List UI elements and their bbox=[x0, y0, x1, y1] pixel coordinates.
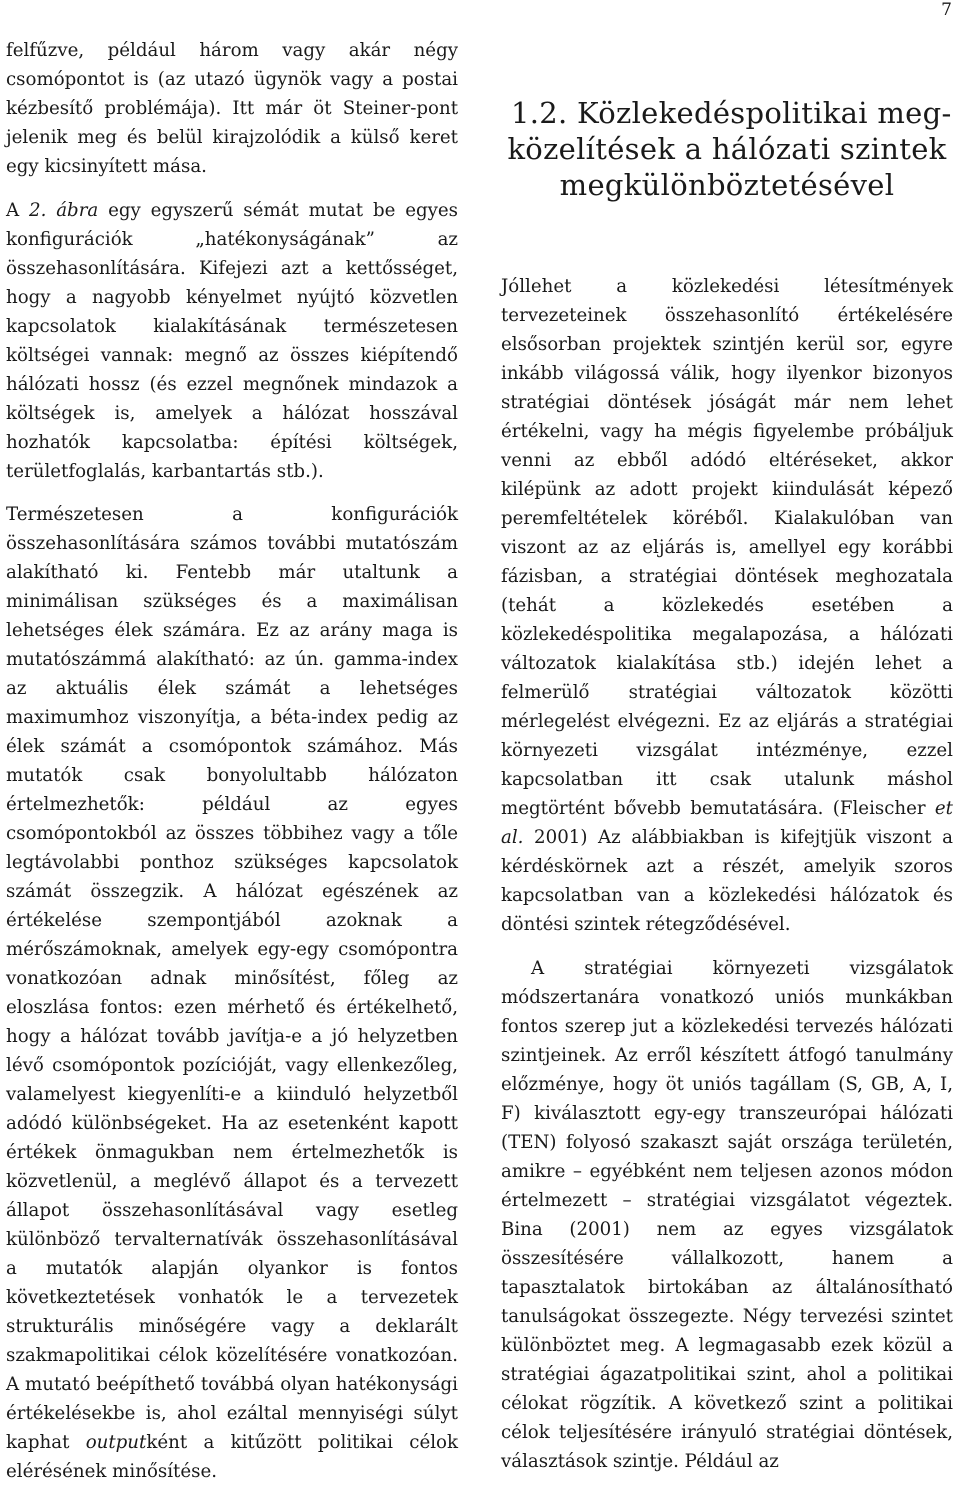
paragraph: A stratégiai környezeti vizsgálatok módszertanára vonatkozó uniós munkákban fontos szerep jut a közlekedési tervezés hálózati szintjeinek. Az erről készített átfogó tanulmány előzménye, hogy öt uniós tagállam (S, GB, A, I, F) kiválasztott egy-egy transzeurópai hálózati (TEN) folyosó szakaszt saját országa területén, amikre – egyébként nem teljesen azonos módon értelmezett – stratégiai vizsgálatot végeztek. Bina (2001) nem az egyes vizsgálatok összesítésére vállalkozott, hanem a tapasztalatok birtokában az általánosítható tanulságokat összegezte. Négy tervezési szintet különböztet meg. A legmagasabb ezek közül a stratégiai ágazatpolitikai szint, ahol a politikai célokat rögzítik. A következő szint a politikai célok teljesítésére irányuló stratégiai döntések, választások szintje. Például az bbox=[501, 958, 953, 1472]
heading-line: megkülönböztetésével bbox=[559, 168, 895, 202]
right-column bbox=[501, 272, 953, 1476]
paragraph bbox=[501, 272, 953, 939]
heading-line: 1.2. Közlekedéspolitikai meg- bbox=[511, 96, 952, 130]
paragraph bbox=[6, 500, 458, 1486]
text-run: egy egyszerű sémát mutat be egyes konfigurációk „hatékonyságának” az összehasonlítására. Kifejezi azt a kettősséget, hogy a nagyobb kényelmet nyújtó közvetlen kapcsolatok kialakításának természetesen költségei vannak: megnő az összes kiépítendő hálózati hossz (és ezzel megnőnek mindazok a költségek is, amelyek a hálózat hosszával hozhatók kapcsolatba: építési költségek, területfoglalás, karbantartás stb.). bbox=[6, 200, 458, 482]
paragraph bbox=[6, 196, 458, 486]
text-run: Jóllehet a közlekedési létesítmények tervezeteinek összehasonlító értékelésére elsősorban projektek szintjén kerül sor, egyre inkább világossá válik, hogy ilyenkor bizonyos stratégiai döntések jóságát már nem lehet értékelni, vagy ha mégis figyelembe próbáljuk venni az ebből adódó eltéréseket, akkor kilépünk az adott projekt kiindulását képező peremfeltételek köréből. Kialakulóban van viszont az az eljárás is, amellyel egy korábbi fázisban, a stratégiai döntések meghozatala (tehát a közlekedés esetében a közlekedéspolitika megalapozása, a hálózati változatok kialakítása stb.) idején lehet a felmerülő stratégiai változatok közötti mérlegelést elvégezni. Ez az eljárás a stratégiai környezeti vizsgálat intézménye, ezzel kapcsolatban itt csak utalunk máshol megtörtént bővebb bemutatására. (Fleischer bbox=[501, 276, 953, 819]
text-run: A bbox=[6, 200, 29, 221]
text-run: ként a kitűzött politikai célok elérésének minősítése. bbox=[6, 1432, 458, 1482]
text-run: Természetesen a konfigurációk összehasonlítására számos további mutatószám alakítható ki. Fentebb már utaltunk a minimálisan szükséges és a maximálisan lehetséges élek számára. Ez az arány maga is mutatószámmá alakítható: az ún. gamma-index az aktuális élek számát a lehetséges maximumhoz viszonyítja, a béta-index pedig az élek számát a csomópontok számához. Más mutatók csak bonyolultabb hálózaton értelmezhetők: például az egyes csomópontokból az összes többihez vagy a tőle legtávolabbi ponthoz szükséges kapcsolatok számát összegzik. A hálózat egészének az értékelése szempontjából azoknak a mérőszámoknak, amelyek egy-egy csomópontra vonatkozóan adnak minősítést, főleg az eloszlása fontos: ezen mérhető és értékelhető, hogy a hálózat tovább javítja-e a jó helyzetben lévő csomópontok pozícióját, vagy ellenkezőleg, valamelyest kiegyenlíti-e a kiinduló helyzetből adódó különbségeket. Ha az esetenként kapott értékek önmagukban nem értelmezhetők is közvetlenül, a meglévő állapot és a tervezett állapot összehasonlításával vagy esetleg különböző tervalternatívák összehasonlításával a mutatók alapján olyankor is fontos következtetések vonhatók le a tervezetek strukturális minőségére vagy a deklarált szakmapolitikai célok közelítésére vonatkozóan. A mutató beépíthető továbbá olyan hatékonysági értékelésekbe is, ahol ezáltal mennyiségi súlyt kaphat bbox=[6, 504, 458, 1453]
italic-term: output bbox=[85, 1432, 147, 1453]
text-run: 2001) Az alábbiakban is kifejtjük viszont a kérdéskörnek azt a részét, amelyik szoros kapcsolatban van a közlekedési hálózatok és döntési szintek rétegződésével. bbox=[501, 827, 953, 935]
left-column bbox=[6, 36, 458, 1486]
paragraph: felfűzve, például három vagy akár négy csomópontot is (az utazó ügynök vagy a postai kézbesítő problémája). Itt már öt Steiner-pont jelenik meg és belül kirajzolódik a külső keret egy kicsinyített mása. bbox=[6, 40, 458, 177]
heading-line: közelítések a hálózati szintek bbox=[507, 132, 947, 166]
figure-reference: 2. ábra bbox=[29, 200, 99, 221]
italic-term: et al. bbox=[501, 798, 953, 848]
page-number: 7 bbox=[941, 0, 952, 20]
section-heading bbox=[501, 95, 953, 203]
